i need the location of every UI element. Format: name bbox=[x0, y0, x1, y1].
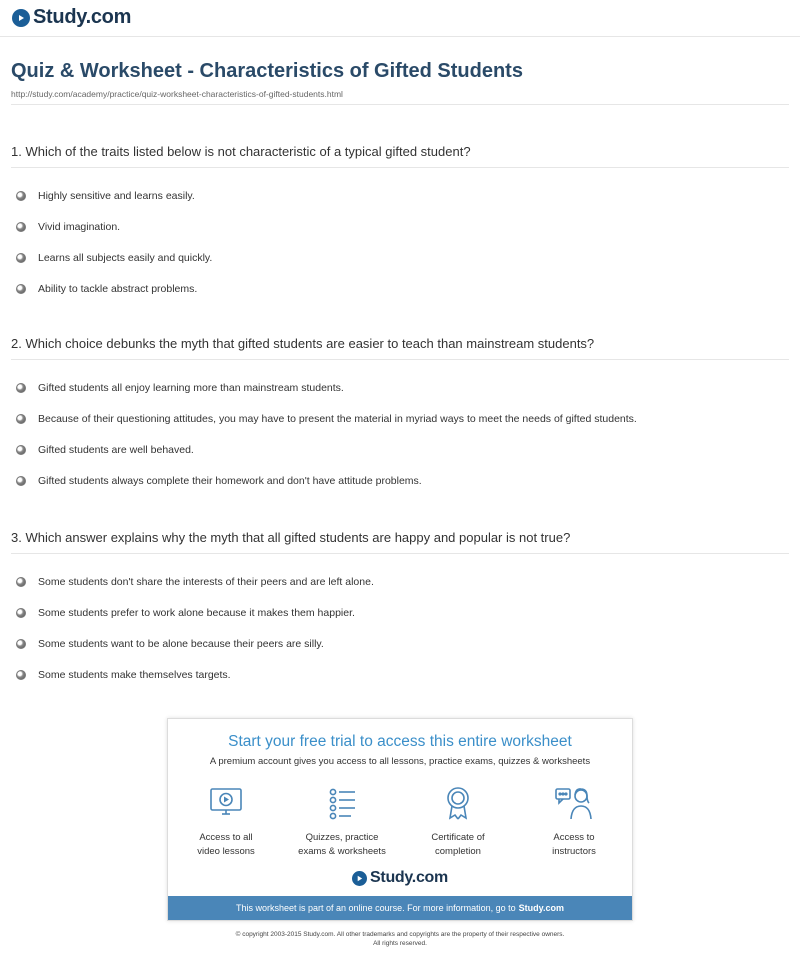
answer-option[interactable] bbox=[11, 566, 789, 597]
instructor-icon bbox=[554, 785, 594, 821]
promo-logo[interactable] bbox=[168, 869, 632, 887]
answer-option[interactable] bbox=[11, 628, 789, 659]
answer-options bbox=[11, 566, 789, 690]
copyright-line: © copyright 2003-2015 Study.com. All other trademarks and copyrights are the property of their respective owners. bbox=[235, 931, 565, 938]
radio-button-icon[interactable] bbox=[16, 639, 26, 649]
answer-label: Gifted students are well behaved. bbox=[38, 443, 194, 456]
feature-label: Certificate of completion bbox=[431, 832, 485, 857]
video-lesson-icon bbox=[208, 785, 244, 821]
radio-button-icon[interactable] bbox=[16, 253, 26, 263]
answer-label: Gifted students all enjoy learning more than mainstream students. bbox=[38, 381, 344, 394]
answer-label: Learns all subjects easily and quickly. bbox=[38, 251, 213, 264]
radio-button-icon[interactable] bbox=[16, 284, 26, 294]
feature-quizzes bbox=[284, 785, 400, 859]
promo-headline[interactable]: Start your free trial to access this entire worksheet bbox=[228, 733, 572, 750]
answer-label: Because of their questioning attitudes, you may have to present the material in myriad ways to meet the needs of gifted students. bbox=[38, 412, 637, 425]
answer-options bbox=[11, 372, 789, 496]
promo-features bbox=[168, 785, 632, 859]
copyright-footer bbox=[0, 930, 800, 948]
radio-button-icon[interactable] bbox=[16, 414, 26, 424]
radio-button-icon[interactable] bbox=[16, 191, 26, 201]
answer-option[interactable] bbox=[11, 465, 789, 496]
answer-option[interactable] bbox=[11, 403, 789, 434]
promo-bar-text: This worksheet is part of an online course. For more information, go to bbox=[236, 903, 516, 913]
radio-button-icon[interactable] bbox=[16, 222, 26, 232]
radio-button-icon[interactable] bbox=[16, 383, 26, 393]
question-3 bbox=[11, 530, 789, 690]
feature-instructors bbox=[516, 785, 632, 859]
title-divider bbox=[11, 104, 789, 105]
page-title: Quiz & Worksheet - Characteristics of Gifted Students bbox=[11, 60, 523, 82]
feature-label: Access to instructors bbox=[552, 832, 596, 857]
answer-label: Ability to tackle abstract problems. bbox=[38, 282, 198, 295]
answer-label: Some students don't share the interests of their peers and are left alone. bbox=[38, 575, 374, 588]
answer-options bbox=[11, 180, 789, 304]
play-logo-icon bbox=[12, 9, 30, 27]
header-divider bbox=[0, 36, 800, 37]
feature-certificate bbox=[400, 785, 516, 859]
feature-label: Access to all video lessons bbox=[197, 832, 255, 857]
free-trial-promo bbox=[167, 718, 633, 921]
promo-subline: A premium account gives you access to all lessons, practice exams, quizzes & worksheets bbox=[209, 756, 591, 767]
answer-option[interactable] bbox=[11, 211, 789, 242]
question-text: 1. Which of the traits listed below is not characteristic of a typical gifted student? bbox=[11, 144, 789, 168]
promo-bar-link[interactable]: Study.com bbox=[518, 903, 564, 913]
play-logo-icon bbox=[352, 871, 367, 886]
feature-video-lessons bbox=[168, 785, 284, 859]
answer-label: Some students want to be alone because their peers are silly. bbox=[38, 637, 324, 650]
answer-option[interactable] bbox=[11, 180, 789, 211]
answer-label: Gifted students always complete their homework and don't have attitude problems. bbox=[38, 474, 422, 487]
answer-option[interactable] bbox=[11, 273, 789, 304]
answer-label: Some students make themselves targets. bbox=[38, 668, 231, 681]
question-text: 3. Which answer explains why the myth that all gifted students are happy and popular is not true? bbox=[11, 530, 789, 554]
radio-button-icon[interactable] bbox=[16, 445, 26, 455]
answer-option[interactable] bbox=[11, 434, 789, 465]
answer-label: Vivid imagination. bbox=[38, 220, 121, 233]
question-text: 2. Which choice debunks the myth that gifted students are easier to teach than mainstream students? bbox=[11, 336, 789, 360]
answer-option[interactable] bbox=[11, 372, 789, 403]
rights-line: All rights reserved. bbox=[373, 940, 427, 947]
promo-info-bar bbox=[168, 896, 632, 920]
header-logo[interactable] bbox=[12, 6, 131, 29]
answer-option[interactable] bbox=[11, 242, 789, 273]
page-url[interactable]: http://study.com/academy/practice/quiz-worksheet-characteristics-of-gifted-students.html bbox=[11, 89, 343, 99]
radio-button-icon[interactable] bbox=[16, 577, 26, 587]
question-2 bbox=[11, 336, 789, 496]
brand-name: Study.com bbox=[33, 6, 132, 28]
quiz-list-icon bbox=[324, 785, 360, 821]
certificate-icon bbox=[440, 785, 476, 821]
question-1 bbox=[11, 144, 789, 304]
radio-button-icon[interactable] bbox=[16, 608, 26, 618]
brand-name: Study.com bbox=[370, 869, 448, 886]
radio-button-icon[interactable] bbox=[16, 670, 26, 680]
radio-button-icon[interactable] bbox=[16, 476, 26, 486]
answer-label: Highly sensitive and learns easily. bbox=[38, 189, 195, 202]
answer-option[interactable] bbox=[11, 597, 789, 628]
answer-option[interactable] bbox=[11, 659, 789, 690]
answer-label: Some students prefer to work alone because it makes them happier. bbox=[38, 606, 355, 619]
feature-label: Quizzes, practice exams & worksheets bbox=[298, 832, 386, 857]
